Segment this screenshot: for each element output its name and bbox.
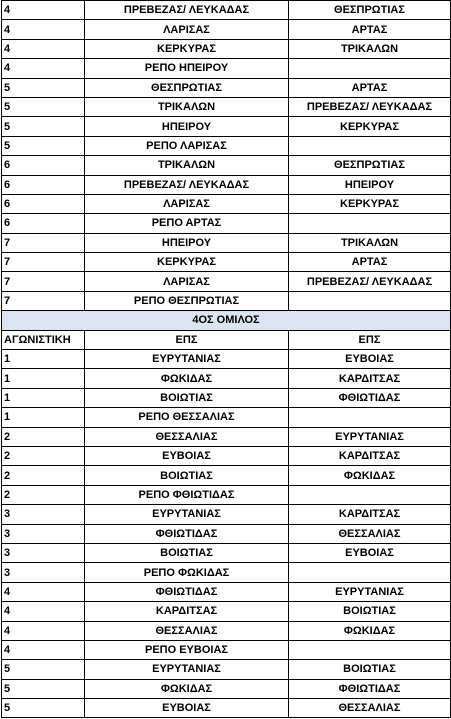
table-row (2, 699, 451, 718)
away-team-cell: ΦΩΚΙΔΑΣ (289, 621, 451, 640)
round-cell: 1 (2, 350, 85, 369)
away-team-cell (289, 640, 451, 659)
home-team-cell: ΘΕΣΣΑΛΙΑΣ (85, 621, 289, 640)
home-team-cell: ΦΩΚΙΔΑΣ (85, 679, 289, 698)
round-cell: 3 (2, 543, 85, 562)
column-header-row (2, 330, 451, 349)
table-row (2, 20, 451, 39)
away-team-cell: ΕΥΒΟΙΑΣ (289, 350, 451, 369)
table-row (2, 446, 451, 465)
away-team-cell: ΚΕΡΚΥΡΑΣ (289, 194, 451, 213)
table-row (2, 621, 451, 640)
away-team-cell: ΑΡΤΑΣ (289, 20, 451, 39)
round-cell: 5 (2, 117, 85, 136)
table-row (2, 253, 451, 272)
home-team-cell: ΡΕΠΟ ΛΑΡΙΣΑΣ (85, 136, 289, 155)
round-cell: 1 (2, 408, 85, 427)
home-team-cell: ΒΟΙΩΤΙΑΣ (85, 388, 289, 407)
home-team-cell: ΛΑΡΙΣΑΣ (85, 194, 289, 213)
home-team-cell: ΚΕΡΚΥΡΑΣ (85, 253, 289, 272)
home-team-cell: ΠΡΕΒΕΖΑΣ/ ΛΕΥΚΑΔΑΣ (85, 1, 289, 20)
round-cell: 2 (2, 485, 85, 504)
group-title: 4ΟΣ ΟΜΙΛΟΣ (2, 311, 451, 330)
home-team-cell: ΕΥΡΥΤΑΝΙΑΣ (85, 660, 289, 679)
away-team-cell: ΒΟΙΩΤΙΑΣ (289, 602, 451, 621)
away-team-cell (289, 136, 451, 155)
round-cell: 4 (2, 602, 85, 621)
away-team-cell (289, 291, 451, 310)
table-row (2, 485, 451, 504)
home-team-cell: ΡΕΠΟ ΑΡΤΑΣ (85, 214, 289, 233)
home-team-cell: ΦΩΚΙΔΑΣ (85, 369, 289, 388)
round-cell: 3 (2, 524, 85, 543)
away-team-cell: ΚΑΡΔΙΤΣΑΣ (289, 369, 451, 388)
round-cell: 4 (2, 39, 85, 58)
away-team-cell: ΑΡΤΑΣ (289, 78, 451, 97)
away-team-cell (289, 563, 451, 582)
table-row (2, 59, 451, 78)
away-team-cell: ΗΠΕΙΡΟΥ (289, 175, 451, 194)
home-team-cell: ΕΥΒΟΙΑΣ (85, 446, 289, 465)
away-team-cell: ΘΕΣΠΡΩΤΙΑΣ (289, 156, 451, 175)
table-row (2, 679, 451, 698)
home-team-cell: ΘΕΣΠΡΩΤΙΑΣ (85, 78, 289, 97)
home-team-cell: ΗΠΕΙΡΟΥ (85, 233, 289, 252)
away-team-cell: ΚΕΡΚΥΡΑΣ (289, 117, 451, 136)
home-team-cell: ΡΕΠΟ ΗΠΕΙΡΟΥ (85, 59, 289, 78)
home-team-cell: ΡΕΠΟ ΕΥΒΟΙΑΣ (85, 640, 289, 659)
round-cell: 7 (2, 272, 85, 291)
header-away: ΕΠΣ (289, 330, 451, 349)
round-cell: 7 (2, 291, 85, 310)
table-row (2, 524, 451, 543)
home-team-cell: ΡΕΠΟ ΦΘΙΩΤΙΔΑΣ (85, 485, 289, 504)
table-row (2, 388, 451, 407)
table-row (2, 466, 451, 485)
round-cell: 4 (2, 59, 85, 78)
round-cell: 6 (2, 194, 85, 213)
table-row (2, 505, 451, 524)
table-row (2, 408, 451, 427)
table-row (2, 136, 451, 155)
round-cell: 6 (2, 214, 85, 233)
table-row (2, 582, 451, 601)
round-cell: 4 (2, 640, 85, 659)
table-row (2, 369, 451, 388)
round-cell: 5 (2, 660, 85, 679)
home-team-cell: ΡΕΠΟ ΦΩΚΙΔΑΣ (85, 563, 289, 582)
home-team-cell: ΚΑΡΔΙΤΣΑΣ (85, 602, 289, 621)
home-team-cell: ΦΘΙΩΤΙΔΑΣ (85, 582, 289, 601)
round-cell: 5 (2, 679, 85, 698)
away-team-cell: ΘΕΣΣΑΛΙΑΣ (289, 524, 451, 543)
round-cell: 5 (2, 699, 85, 718)
away-team-cell: ΤΡΙΚΑΛΩΝ (289, 39, 451, 58)
table-row (2, 660, 451, 679)
table-row (2, 117, 451, 136)
round-cell: 1 (2, 388, 85, 407)
round-cell: 4 (2, 20, 85, 39)
away-team-cell: ΕΥΒΟΙΑΣ (289, 543, 451, 562)
table-row (2, 214, 451, 233)
table-row (2, 543, 451, 562)
round-cell: 3 (2, 505, 85, 524)
round-cell: 7 (2, 233, 85, 252)
table-row (2, 97, 451, 116)
away-team-cell: ΦΘΙΩΤΙΔΑΣ (289, 388, 451, 407)
table-row (2, 427, 451, 446)
home-team-cell: ΡΕΠΟ ΘΕΣΠΡΩΤΙΑΣ (85, 291, 289, 310)
top-rows-body (2, 1, 451, 718)
round-cell: 7 (2, 253, 85, 272)
table-row (2, 156, 451, 175)
table-row (2, 640, 451, 659)
home-team-cell: ΚΕΡΚΥΡΑΣ (85, 39, 289, 58)
round-cell: 5 (2, 97, 85, 116)
round-cell: 4 (2, 621, 85, 640)
away-team-cell: ΤΡΙΚΑΛΩΝ (289, 233, 451, 252)
home-team-cell: ΕΥΡΥΤΑΝΙΑΣ (85, 350, 289, 369)
away-team-cell (289, 408, 451, 427)
round-cell: 2 (2, 446, 85, 465)
away-team-cell: ΚΑΡΔΙΤΣΑΣ (289, 446, 451, 465)
away-team-cell (289, 214, 451, 233)
table-row (2, 563, 451, 582)
away-team-cell: ΘΕΣΠΡΩΤΙΑΣ (289, 1, 451, 20)
away-team-cell: ΦΘΙΩΤΙΔΑΣ (289, 679, 451, 698)
table-row (2, 1, 451, 20)
table-row (2, 272, 451, 291)
away-team-cell: ΠΡΕΒΕΖΑΣ/ ΛΕΥΚΑΔΑΣ (289, 97, 451, 116)
table-row (2, 350, 451, 369)
home-team-cell: ΦΘΙΩΤΙΔΑΣ (85, 524, 289, 543)
table-row (2, 602, 451, 621)
header-round: ΑΓΩΝΙΣΤΙΚΗ (2, 330, 85, 349)
home-team-cell: ΤΡΙΚΑΛΩΝ (85, 156, 289, 175)
fixtures-table (1, 0, 451, 718)
round-cell: 2 (2, 466, 85, 485)
round-cell: 2 (2, 427, 85, 446)
home-team-cell: ΒΟΙΩΤΙΑΣ (85, 543, 289, 562)
round-cell: 5 (2, 136, 85, 155)
home-team-cell: ΕΥΡΥΤΑΝΙΑΣ (85, 505, 289, 524)
round-cell: 1 (2, 369, 85, 388)
round-cell: 6 (2, 175, 85, 194)
home-team-cell: ΗΠΕΙΡΟΥ (85, 117, 289, 136)
table-row (2, 194, 451, 213)
away-team-cell (289, 485, 451, 504)
home-team-cell: ΘΕΣΣΑΛΙΑΣ (85, 427, 289, 446)
away-team-cell: ΒΟΙΩΤΙΑΣ (289, 660, 451, 679)
table-row (2, 78, 451, 97)
home-team-cell: ΛΑΡΙΣΑΣ (85, 272, 289, 291)
table-row (2, 233, 451, 252)
away-team-cell: ΕΥΡΥΤΑΝΙΑΣ (289, 427, 451, 446)
round-cell: 4 (2, 1, 85, 20)
table-row (2, 175, 451, 194)
round-cell: 6 (2, 156, 85, 175)
home-team-cell: ΒΟΙΩΤΙΑΣ (85, 466, 289, 485)
away-team-cell: ΚΑΡΔΙΤΣΑΣ (289, 505, 451, 524)
away-team-cell: ΑΡΤΑΣ (289, 253, 451, 272)
away-team-cell: ΕΥΡΥΤΑΝΙΑΣ (289, 582, 451, 601)
round-cell: 4 (2, 582, 85, 601)
home-team-cell: ΠΡΕΒΕΖΑΣ/ ΛΕΥΚΑΔΑΣ (85, 175, 289, 194)
away-team-cell: ΘΕΣΣΑΛΙΑΣ (289, 699, 451, 718)
away-team-cell: ΠΡΕΒΕΖΑΣ/ ΛΕΥΚΑΔΑΣ (289, 272, 451, 291)
round-cell: 3 (2, 563, 85, 582)
header-home: ΕΠΣ (85, 330, 289, 349)
round-cell: 5 (2, 78, 85, 97)
table-row (2, 291, 451, 310)
group-title-row (2, 311, 451, 330)
home-team-cell: ΛΑΡΙΣΑΣ (85, 20, 289, 39)
home-team-cell: ΤΡΙΚΑΛΩΝ (85, 97, 289, 116)
home-team-cell: ΡΕΠΟ ΘΕΣΣΑΛΙΑΣ (85, 408, 289, 427)
home-team-cell: ΕΥΒΟΙΑΣ (85, 699, 289, 718)
table-row (2, 39, 451, 58)
away-team-cell (289, 59, 451, 78)
away-team-cell: ΦΩΚΙΔΑΣ (289, 466, 451, 485)
